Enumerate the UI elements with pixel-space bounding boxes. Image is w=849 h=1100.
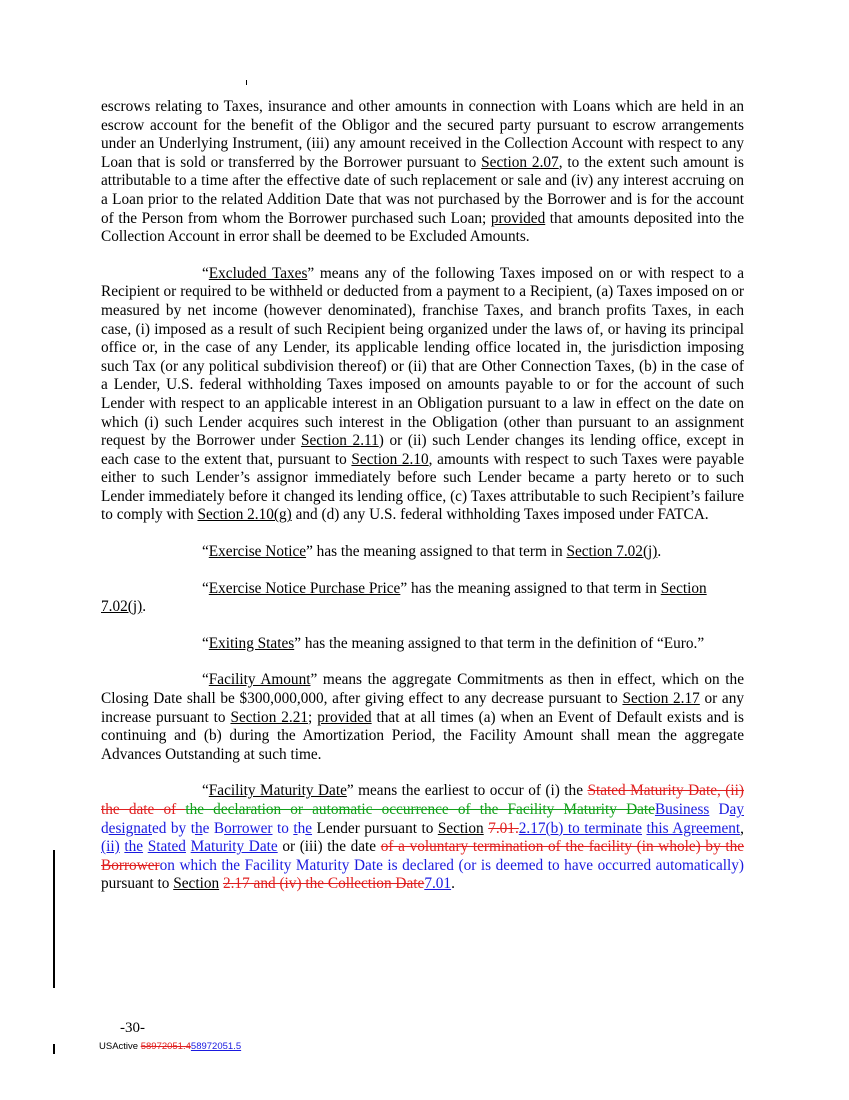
excluded-amounts-continuation: escrows relating to Taxes, insurance and other amounts in connection with Loans which are held in an escrow account for the benefit of the Obligor and the secured party pursuant to escrow arrangements under an Underlying Instrument, (iii) any amount received in the Collection Account with respect to any Loan that is sold or transferred by the Borrower pursuant to Section 2.07, to the extent such amount is attributable to a time after the effective date of such replacement or sale and (iv) any interest accruing on a Loan prior to the related Addition Date that was not purchased by the Borrower and is for the account of the Person from whom the Borrower purchased such Loan; provided that amounts deposited into the Collection Account in error shall be deemed to be Excluded Amounts. — [101, 98, 745, 246]
deleted-doc-number: 58972051.4 — [140, 1041, 191, 1052]
section-reference: Section 7.02(j) — [566, 543, 658, 561]
header-tick-mark — [246, 80, 247, 85]
inserted-text: 7.01 — [424, 875, 452, 893]
definition-exiting-states: “Exiting States” has the meaning assigned to that term in the definition of “Euro.” — [202, 634, 705, 652]
definition-exercise-notice: “Exercise Notice” has the meaning assigned to that term in Section 7.02(j). — [202, 543, 662, 561]
section-reference: Section 2.10(g) — [197, 506, 292, 524]
section-reference: Section 2.21 — [230, 708, 309, 726]
inserted-text: t — [293, 819, 298, 837]
inserted-text: on which the Facility Maturity Date is declared (or is deemed to have occurred automatically) — [159, 856, 744, 874]
defined-term: Exercise Notice Purchase Price — [208, 579, 401, 597]
defined-term: Facility Amount — [208, 671, 311, 689]
section-reference: Section 2.07 — [481, 153, 559, 171]
inserted-doc-number: 58972051.5 — [190, 1041, 242, 1052]
inserted-text: 2.17(b) — [518, 819, 564, 837]
section-reference: Section 2.17 — [622, 690, 700, 708]
inserted-text: e — [305, 819, 313, 837]
defined-term: Facility Maturity Date — [208, 782, 347, 800]
inserted-text: this Agreement — [646, 819, 741, 837]
inserted-text: to terminate — [563, 819, 642, 837]
page-number: -30- — [120, 1020, 145, 1036]
inserted-text: esignat — [108, 819, 152, 837]
defined-term: Excluded Taxes — [208, 264, 308, 282]
proviso-term: provided — [317, 708, 372, 726]
inserted-text: Stated — [147, 838, 186, 856]
section-reference: Section — [437, 819, 484, 837]
moved-deleted-text: the declaration or automatic occurrence of the Facility Maturity Date — [185, 801, 655, 818]
definition-facility-amount: “Facility Amount” means the aggregate Commitments as then in effect, which on the Closing Date shall be $300,000,000, after giving effect to any decrease pursuant to Section 2.17 or any increase pursuant to Section 2.21; provided that at all times (a) when an Event of Default exists and is continuing and (b) during the Amortization Period, the Facility Amount shall mean the aggregate Advances Outstanding at such time. — [101, 671, 745, 763]
section-reference: Section 2.11 — [300, 432, 379, 450]
deleted-text: of a voluntary termination of the facility (in whole) by the Borrower — [101, 838, 745, 874]
proviso-term: provided — [490, 209, 546, 227]
deleted-text: Stated Maturity Date, (ii) the date of — [101, 782, 744, 818]
definition-excluded-taxes: “Excluded Taxes” means any of the following Taxes imposed on or with respect to a Recipient or required to be withheld or deducted from a payment to a Recipient, (a) Taxes imposed on or measured by net income (however denominated), franchise Taxes, and branch profits Taxes, in each case, (i) imposed as a result of such Recipient being organized under the laws of, or having its principal office or, in the case of any Lender, its applicable lending office located in, the jurisdiction imposing such Tax (or any political subdivision thereof) or (ii) that are Other Connection Taxes, (b) in the case of a Lender, U.S. federal withholding Taxes imposed on amounts payable to or for the account of such Lender with respect to an applicable interest in an Obligation pursuant to a law in effect on the date on which (i) such Lender acquires such interest in the Obligation (other than pursuant to an assignment request by the Borrower under Section 2.11) or (ii) such Lender changes its lending office, except in each case to the extent that, pursuant to Section 2.10, amounts with respect to such Taxes were payable either to such Lender’s assignor immediately before such Lender became a party hereto or to such Lender immediately before it changed its lending office, (c) Taxes attributable to such Recipient’s failure to comply with Section 2.10(g) and (d) any U.S. federal withholding Taxes imposed under FATCA. — [101, 264, 744, 524]
deleted-text: 7.01. — [488, 819, 519, 837]
document-id: USActive 58972051.458972051.5 — [99, 1041, 242, 1052]
inserted-text: Maturity Date — [190, 838, 278, 856]
document-page — [101, 98, 744, 912]
change-bar — [53, 850, 55, 988]
inserted-text: orrower — [224, 819, 273, 837]
definition-facility-maturity-date: “Facility Maturity Date” means the earliest to occur of (i) the Stated Maturity Date, (ii) the date of the declaration or automatic occurrence of the Facility Maturity DateBusiness Day designated by the Borrower to the Lender pursuant to Section 7.01.2.17(b) to terminate this Agreement, (ii) the Stated Maturity Date or (iii) the date of a voluntary termination of the facility (in whole) by the Borroweron which the Facility Maturity Date is declared (or is deemed to have occurred automatically) pursuant to Section 2.17 and (iv) the Collection Date7.01. — [101, 782, 745, 893]
inserted-text: ay — [729, 801, 744, 818]
section-reference: Section 7.02(j) — [101, 579, 707, 616]
defined-term: Exiting States — [208, 634, 295, 652]
inserted-text: (ii) — [101, 838, 120, 856]
section-reference: Section — [173, 875, 220, 893]
section-reference: Section 2.10 — [351, 450, 429, 468]
definition-exercise-notice-purchase-price: “Exercise Notice Purchase Price” has the meaning assigned to that term in Section 7.02(j). — [101, 579, 707, 616]
inserted-text: the — [124, 838, 144, 856]
inserted-text: Business — [654, 801, 710, 818]
change-bar-footer — [53, 1044, 55, 1054]
deleted-text: 2.17 and (iv) the Collection Date — [222, 875, 425, 893]
defined-term: Exercise Notice — [208, 543, 307, 561]
inserted-text: h — [194, 819, 203, 837]
